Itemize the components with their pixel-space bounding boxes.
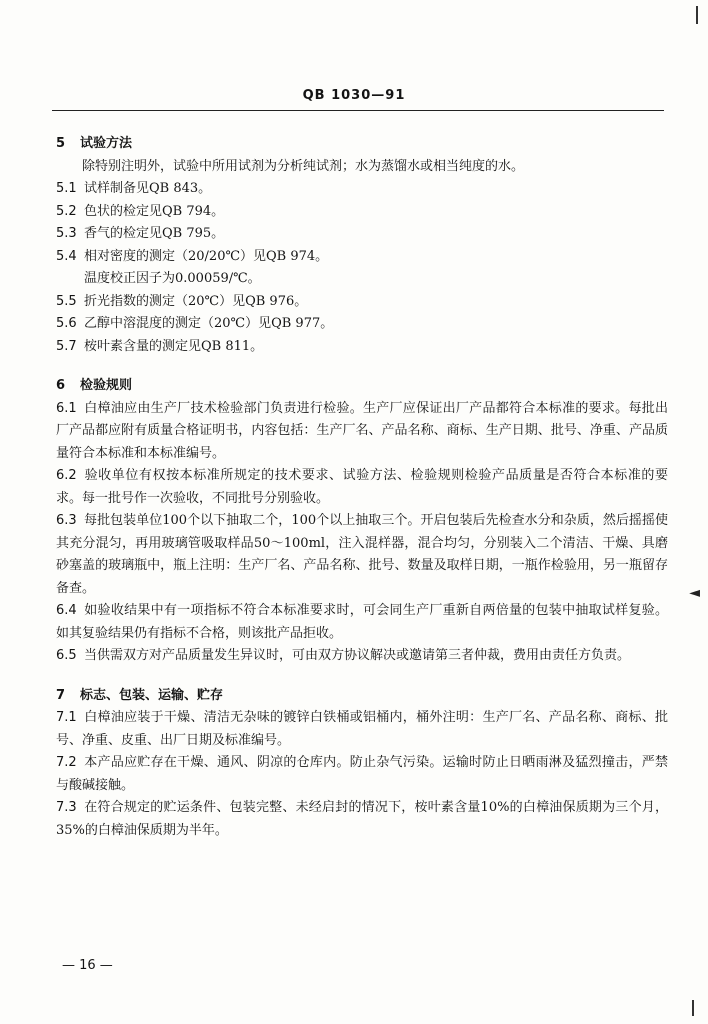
clause-6-3: 6.3 每批包装单位100个以下抽取二个，100个以上抽取三个。开启包装后先检查水分和杂质，然后摇摇使其充分混匀，再用玻璃管吸取样品50～100ml，注入混样器，混合均匀，分别装入二个清洁、干燥、具磨砂塞盖的玻璃瓶中，瓶上注明：生产厂名、产品名称、批号、数量及取样日期，一瓶作检验用，另一瓶留存备查。 bbox=[56, 513, 668, 596]
section-5-title: 5 试验方法 bbox=[56, 136, 133, 151]
clause-5-2: 5.2 色状的检定见QB 794。 bbox=[56, 203, 225, 219]
clause-5-4-note: 温度校正因子为0.00059/℃。 bbox=[84, 271, 261, 286]
clause-6-5: 6.5 当供需双方对产品质量发生异议时，可由双方协议解决或邀请第三者仲裁，费用由责任方负责。 bbox=[56, 648, 631, 663]
clause-5-4: 5.4 相对密度的测定（20/20℃）见QB 974。 bbox=[56, 248, 329, 264]
clause-7-3: 7.3 在符合规定的贮运条件、包装完整、未经启封的情况下，桉叶素含量10%的白樟油保质期为三个月，35%的白樟油保质期为半年。 bbox=[56, 800, 668, 838]
section-5-intro: 除特别注明外，试验中所用试剂为分析纯试剂；水为蒸馏水或相当纯度的水。 bbox=[82, 158, 525, 174]
section-gap bbox=[56, 668, 668, 685]
scan-edge-mark bbox=[688, 1000, 694, 1016]
section-6-title: 6 检验规则 bbox=[56, 378, 133, 393]
clause-5-1: 5.1 试样制备见QB 843。 bbox=[56, 181, 212, 196]
page-header: QB 1030—91 bbox=[302, 88, 406, 103]
clause-5-7: 5.7 桉叶素含量的测定见QB 811。 bbox=[56, 338, 264, 354]
margin-arrow-icon: ◄ bbox=[689, 585, 700, 601]
page-number: — 16 — bbox=[62, 958, 113, 973]
clause-5-6: 5.6 乙醇中溶混度的测定（20℃）见QB 977。 bbox=[56, 316, 334, 331]
section-7-title: 7 标志、包装、运输、贮存 bbox=[56, 687, 224, 703]
header-rule bbox=[52, 110, 664, 111]
clause-7-1: 7.1 白樟油应装于干燥、清洁无杂味的镀锌白铁桶或铝桶内，桶外注明：生产厂名、产品名称、商标、批号、净重、皮重、出厂日期及标准编号。 bbox=[56, 710, 668, 748]
clause-6-1: 6.1 白樟油应由生产厂技术检验部门负责进行检验。生产厂应保证出厂产品都符合本标准的要求。每批出厂产品都应附有质量合格证明书，内容包括：生产厂名、产品名称、商标、生产日期、批号、净重、产品质量符合本标准和本标准编号。 bbox=[56, 400, 668, 461]
clause-7-2: 7.2 本产品应贮存在干燥、通风、阴凉的仓库内。防止杂气污染。运输时防止日晒雨淋及猛烈撞击，严禁与酸碱接触。 bbox=[56, 755, 668, 793]
scan-edge-mark bbox=[688, 6, 698, 24]
document-body bbox=[56, 133, 668, 842]
section-gap bbox=[56, 358, 668, 375]
clause-6-2: 6.2 验收单位有权按本标准所规定的技术要求、试验方法、检验规则检验产品质量是否符合本标准的要求。每一批号作一次验收，不同批号分别验收。 bbox=[56, 468, 668, 506]
clause-5-5: 5.5 折光指数的测定（20℃）见QB 976。 bbox=[56, 293, 308, 309]
clause-6-4: 6.4 如验收结果中有一项指标不符合本标准要求时，可会同生产厂重新自两倍量的包装中抽取试样复验。如其复验结果仍有指标不合格，则该批产品拒收。 bbox=[56, 603, 668, 641]
clause-5-3: 5.3 香气的检定见QB 795。 bbox=[56, 226, 225, 241]
